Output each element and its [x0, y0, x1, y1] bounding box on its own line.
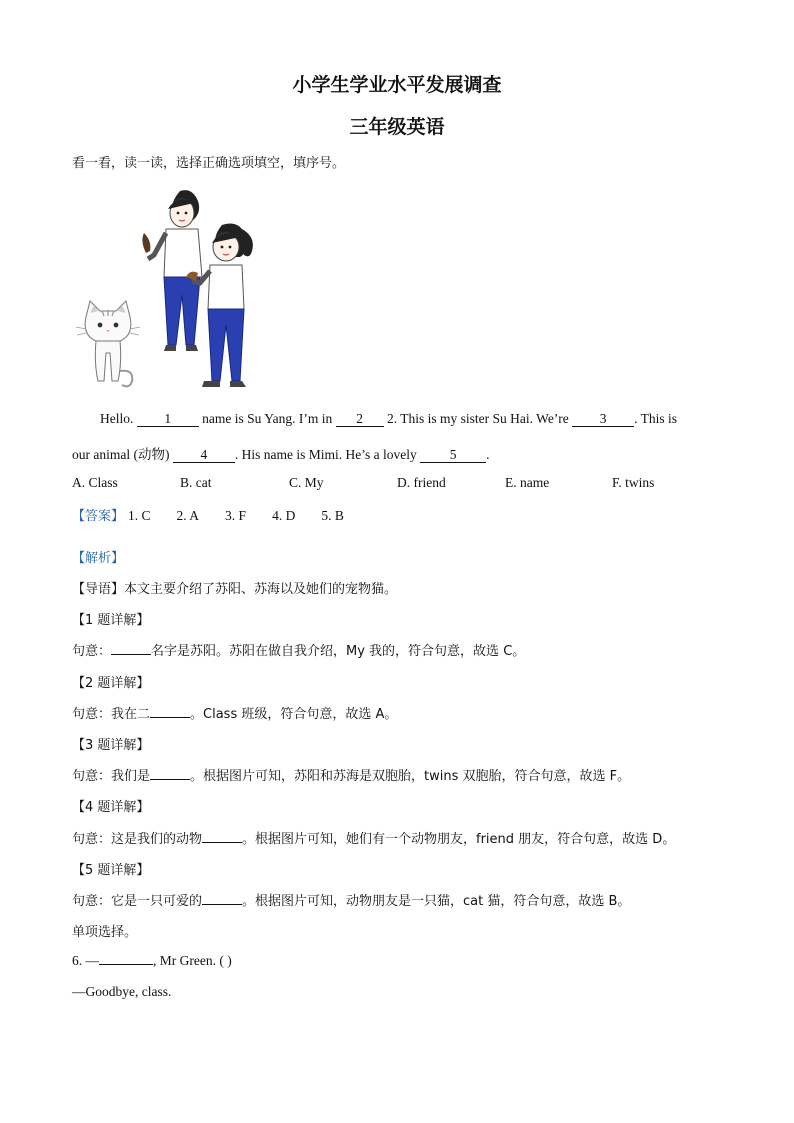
detail-5-text: 句意：它是一只可爱的 。根据图片可知，动物朋友是一只猫，cat 猫，符合句意，故选 B。 — [72, 894, 631, 909]
guide-line: 【导语】本文主要介绍了苏阳、苏海以及她们的宠物猫。 — [72, 582, 398, 597]
girls-and-cat-illustration — [72, 185, 262, 395]
detail-1-tag: 【1 题详解】 — [72, 613, 150, 628]
passage-line-1: Hello. 1 name is Su Yang. I’m in 2 2. This is my sister Su Hai. We’re 3 . This is — [100, 411, 678, 426]
question-6-reply: —Goodbye, class. — [72, 984, 172, 999]
option-e: E. name — [505, 475, 550, 490]
option-d: D. friend — [397, 475, 446, 490]
blank-1: 1 — [137, 412, 199, 427]
option-c: C. My — [289, 475, 324, 490]
blank-4: 4 — [173, 448, 235, 463]
blank-3: 3 — [572, 412, 634, 427]
detail-3-tag: 【3 题详解】 — [72, 738, 150, 753]
blank-6 — [99, 964, 153, 965]
blank-5: 5 — [420, 448, 486, 463]
passage-line-2: our animal (动物) 4 . His name is Mimi. He’s a lovely 5 . — [72, 447, 490, 462]
page-title: 小学生学业水平发展调查 — [292, 74, 502, 96]
detail-4-text: 句意：这是我们的动物 。根据图片可知，她们有一个动物朋友，friend 朋友，符合句意，故选 D。 — [72, 832, 676, 847]
detail-5-tag: 【5 题详解】 — [72, 863, 150, 878]
blank-2: 2 — [336, 412, 384, 427]
question-6: 6. — , Mr Green. ( ) — [72, 953, 232, 968]
detail-2-text: 句意：我在二 。Class 班级，符合句意，故选 A。 — [72, 707, 398, 722]
answer-line: 【答案】 1. C 2. A 3. F 4. D 5. B — [72, 508, 344, 524]
option-a: A. Class — [72, 475, 118, 490]
answer-tag: 【答案】 — [72, 509, 125, 524]
detail-4-tag: 【4 题详解】 — [72, 800, 150, 815]
girl-icon — [142, 190, 202, 351]
section-2-title: 单项选择。 — [72, 925, 138, 940]
instruction: 看一看，读一读，选择正确选项填空，填序号。 — [72, 156, 346, 171]
detail-1-text: 句意： 名字是苏阳。苏阳在做自我介绍，My 我的，符合句意，故选 C。 — [72, 644, 526, 659]
option-b: B. cat — [180, 475, 212, 490]
option-f: F. twins — [612, 475, 655, 490]
page-subtitle: 三年级英语 — [349, 116, 445, 138]
analysis-heading: 【解析】 — [72, 551, 125, 566]
detail-2-tag: 【2 题详解】 — [72, 676, 150, 691]
cat-icon — [76, 301, 140, 386]
detail-3-text: 句意：我们是 。根据图片可知，苏阳和苏海是双胞胎，twins 双胞胎，符合句意，故选 F。 — [72, 769, 631, 784]
